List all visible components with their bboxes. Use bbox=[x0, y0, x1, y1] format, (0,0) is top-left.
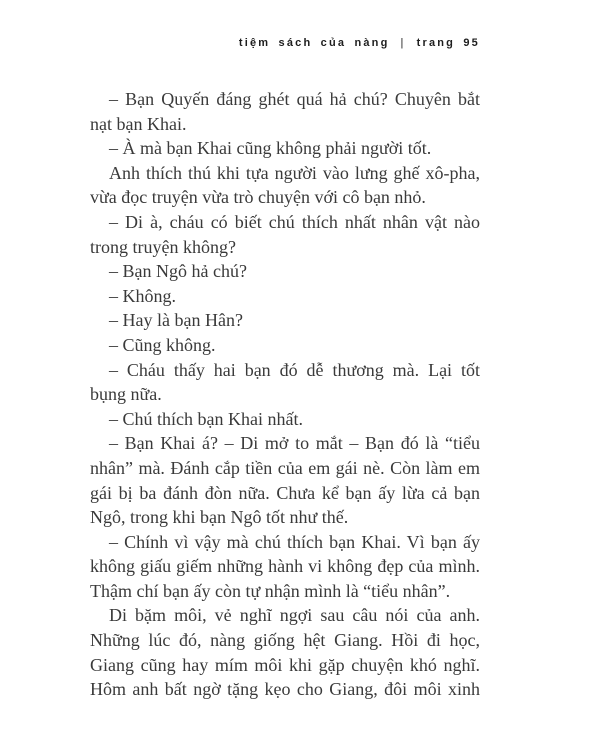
text-line: Thậm chí bạn ấy còn tự nhận mình là “tiểu nhân”. bbox=[90, 580, 451, 601]
text-line: – À mà bạn Khai cũng không phải người tốt. bbox=[109, 138, 432, 159]
paragraph bbox=[90, 210, 480, 259]
text-line: Giang cũng hay mím môi khi gặp chuyện khó nghĩ. bbox=[90, 654, 480, 675]
paragraph bbox=[90, 431, 480, 529]
text-line: nhân” mà. Đánh cắp tiền của em gái nè. Còn làm em bbox=[90, 457, 480, 478]
paragraph bbox=[90, 358, 480, 407]
text-line: – Bạn Ngô hả chú? bbox=[109, 261, 247, 282]
text-line: Anh thích thú khi tựa người vào lưng ghế xô-pha, bbox=[109, 162, 480, 183]
text-line: Di bặm môi, vẻ nghĩ ngợi sau câu nói của anh. bbox=[109, 605, 480, 626]
text-line: nạt bạn Khai. bbox=[90, 113, 187, 134]
paragraph bbox=[90, 333, 480, 358]
text-line: – Di à, cháu có biết chú thích nhất nhân vật nào bbox=[109, 211, 480, 232]
text-line: Hôm anh bất ngờ tặng kẹo cho Giang, đôi môi xinh bbox=[90, 679, 480, 700]
paragraph bbox=[90, 603, 480, 701]
running-header bbox=[90, 37, 480, 49]
text-line: gái bị ba đánh đòn nữa. Chưa kể bạn ấy lừa cả bạn bbox=[90, 482, 480, 503]
text-line: – Không. bbox=[109, 285, 176, 306]
paragraph bbox=[90, 161, 480, 210]
paragraph bbox=[90, 530, 480, 604]
text-line: – Bạn Quyến đáng ghét quá hả chú? Chuyên bắt bbox=[109, 89, 480, 109]
text-line: Ngô, trong khi bạn Ngô tốt như thế. bbox=[90, 507, 349, 528]
header-separator: | bbox=[400, 37, 406, 49]
text-line: – Chính vì vậy mà chú thích bạn Khai. Vì bạn ấy bbox=[109, 531, 480, 552]
paragraph bbox=[90, 407, 480, 432]
paragraph bbox=[90, 136, 480, 161]
paragraph bbox=[90, 308, 480, 333]
text-line: – Bạn Khai á? – Di mở to mắt – Bạn đó là “tiểu bbox=[109, 433, 480, 454]
text-line: bụng nữa. bbox=[90, 384, 162, 405]
text-line: vừa đọc truyện vừa trò chuyện với cô bạn nhỏ. bbox=[90, 187, 426, 208]
text-block bbox=[90, 87, 480, 702]
paragraph bbox=[90, 87, 480, 136]
text-line: – Cũng không. bbox=[109, 334, 216, 355]
text-line: – Hay là bạn Hân? bbox=[109, 310, 243, 331]
text-line: – Chú thích bạn Khai nhất. bbox=[109, 408, 303, 429]
text-line: trong truyện không? bbox=[90, 236, 236, 257]
text-line: không giấu giếm những hành vi không đẹp của mình. bbox=[90, 556, 480, 577]
text-line: – Cháu thấy hai bạn đó dễ thương mà. Lại tốt bbox=[109, 359, 480, 380]
paragraph bbox=[90, 284, 480, 309]
header-book-title: tiệm sách của nàng bbox=[238, 37, 390, 49]
text-line: Những lúc đó, nàng giống hệt Giang. Hồi đi học, bbox=[90, 630, 480, 651]
header-page-number: trang 95 bbox=[416, 37, 480, 49]
paragraph bbox=[90, 259, 480, 284]
